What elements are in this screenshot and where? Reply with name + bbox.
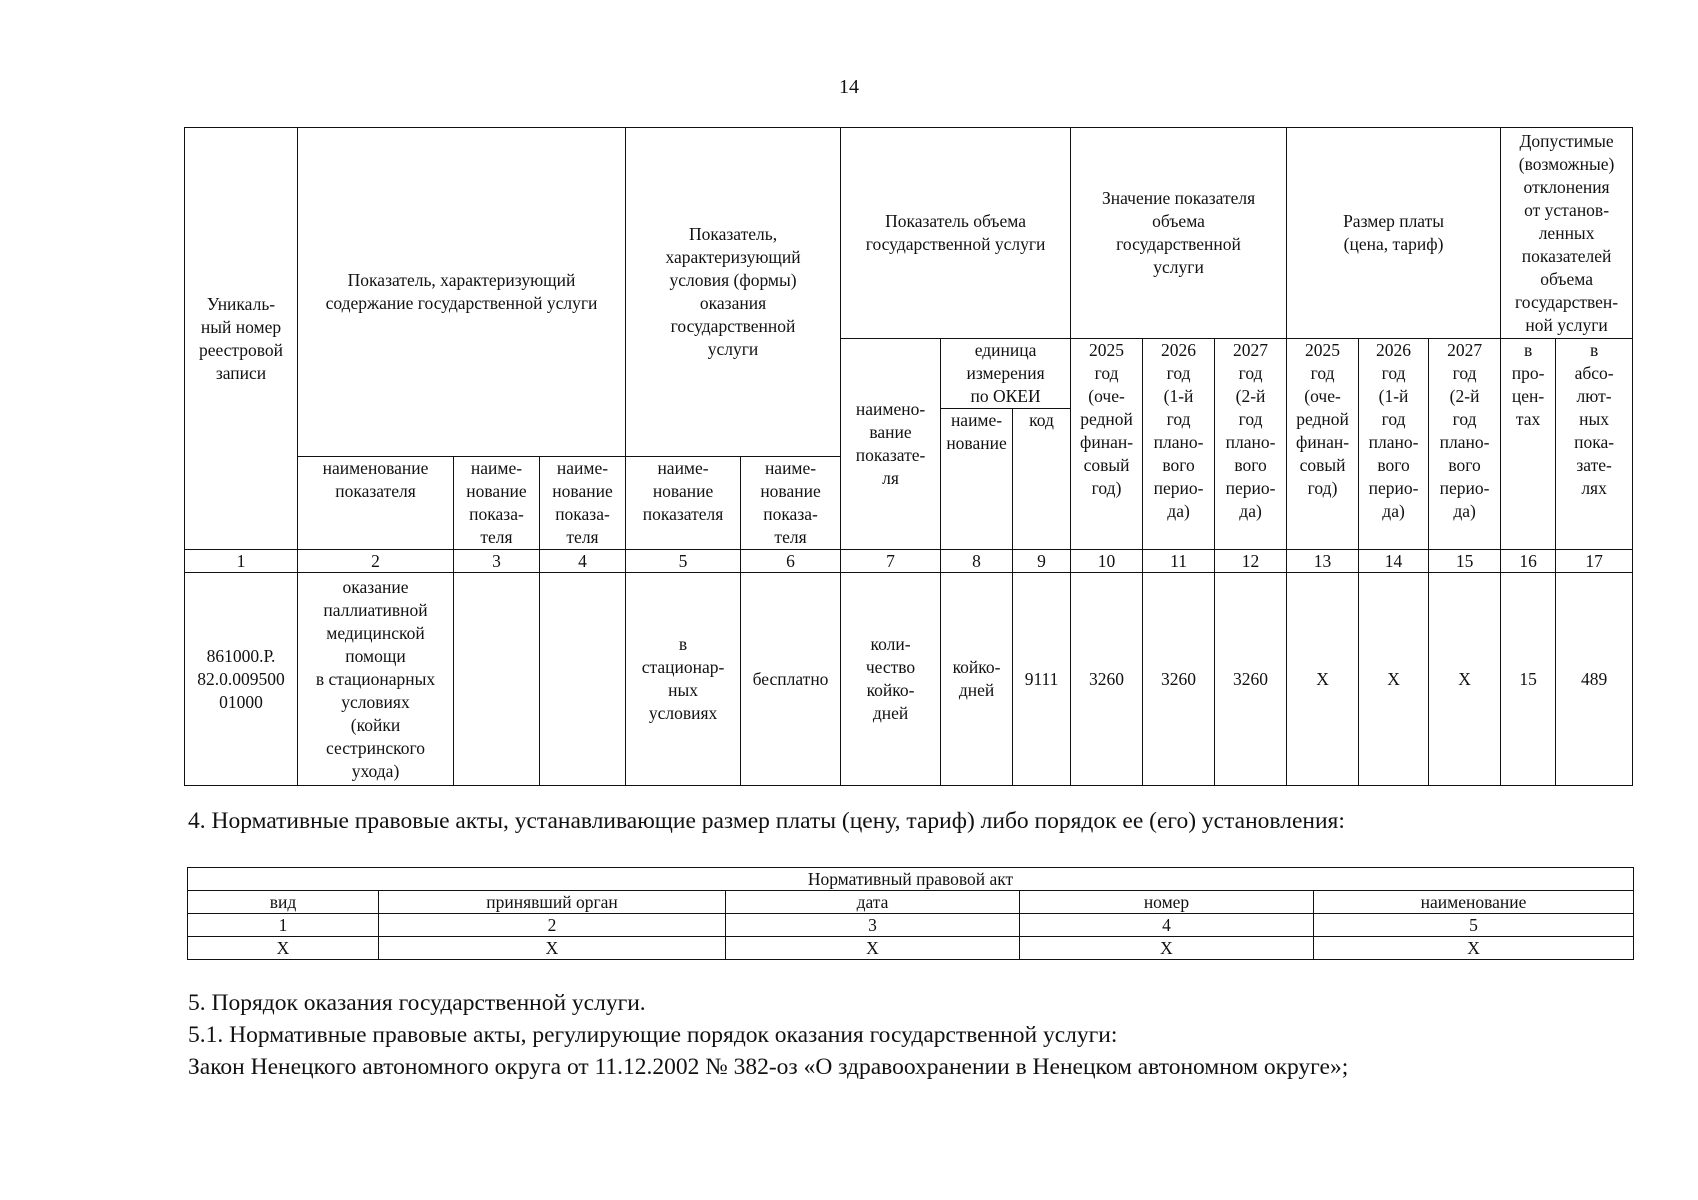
cell-content-name: оказание паллиативной медицинской помощи в стационарных условиях (койки сестринского ухода) [298,573,454,786]
legal-acts-table [187,867,1634,960]
header-col2: наименование показателя [298,457,454,550]
header-unit-okei: единица измерения по ОКЕИ [941,339,1071,409]
column-number: 11 [1143,550,1215,573]
column-number: 14 [1359,550,1429,573]
header-col14: 2026 год (1-й год плано- вого перио- да) [1359,339,1429,550]
section-5-1-law: Закон Ненецкого автономного округа от 11.12.2002 № 382-оз «О здравоохранении в Ненецком автономном округе»; [188,1054,1349,1080]
column-number: 2 [379,914,726,937]
column-header: дата [726,891,1020,914]
cell-fee-2026: Х [1359,573,1429,786]
table-row [185,573,1633,786]
cell-deviation-percent: 15 [1501,573,1556,786]
table-cell: Х [1020,937,1314,960]
header-col11: 2026 год (1-й год плано- вого перио- да) [1143,339,1215,550]
cell-volume-indicator-name: коли- чество койко- дней [841,573,941,786]
column-number: 16 [1501,550,1556,573]
column-number: 17 [1556,550,1633,573]
cell-fee-2025: Х [1287,573,1359,786]
column-number: 9 [1013,550,1071,573]
column-number: 8 [941,550,1013,573]
column-number: 5 [1314,914,1634,937]
header-col3: наиме- нование показа- теля [454,457,540,550]
column-number: 10 [1071,550,1143,573]
column-header: вид [188,891,379,914]
cell-deviation-absolute: 489 [1556,573,1633,786]
service-volume-table [184,127,1633,786]
header-col9: код [1013,409,1071,550]
header-deviations: Допустимые (возможные) отклонения от установ- ленных показателей объема государствен- ной услуги [1501,128,1633,339]
column-number: 1 [185,550,298,573]
header-col15: 2027 год (2-й год плано- вого перио- да) [1429,339,1501,550]
header-col17: в абсо- лют- ных пока- зате- лях [1556,339,1633,550]
column-number: 12 [1215,550,1287,573]
cell-volume-2026: 3260 [1143,573,1215,786]
table-row [188,937,1634,960]
table-cell: Х [379,937,726,960]
cell-condition-name: в стационар- ных условиях [626,573,741,786]
column-header: наименование [1314,891,1634,914]
column-number: 4 [1020,914,1314,937]
page-number: 14 [839,76,859,98]
table-cell: Х [726,937,1020,960]
header-col12: 2027 год (2-й год плано- вого перио- да) [1215,339,1287,550]
header-col5: наиме- нование показателя [626,457,741,550]
header-col10: 2025 год (оче- редной финан- совый год) [1071,339,1143,550]
cell-unique-number: 861000.Р. 82.0.009500 01000 [185,573,298,786]
column-header: номер [1020,891,1314,914]
column-number: 6 [741,550,841,573]
column-number: 2 [298,550,454,573]
header-col16: в про- цен- тах [1501,339,1556,550]
header-conditions-indicator: Показатель, характеризующий условия (формы) оказания государственной услуги [626,128,841,457]
column-number: 4 [540,550,626,573]
header-content-indicator: Показатель, характеризующий содержание государственной услуги [298,128,626,457]
header-col6: наиме- нование показа- теля [741,457,841,550]
column-numbers-row [185,550,1633,573]
cell-volume-2027: 3260 [1215,573,1287,786]
column-number: 5 [626,550,741,573]
cell-content-name-2 [454,573,540,786]
cell-condition-name-2: бесплатно [741,573,841,786]
column-number: 15 [1429,550,1501,573]
column-number: 1 [188,914,379,937]
header-volume-indicator: Показатель объема государственной услуги [841,128,1071,339]
header-col13: 2025 год (оче- редной финан- совый год) [1287,339,1359,550]
column-number: 3 [726,914,1020,937]
column-number: 13 [1287,550,1359,573]
column-number: 3 [454,550,540,573]
legal-acts-title: Нормативный правовой акт [188,868,1634,891]
cell-volume-2025: 3260 [1071,573,1143,786]
header-unique-number: Уникаль- ный номер реестровой записи [185,128,298,550]
header-col8: наиме- нование [941,409,1013,550]
header-volume-value: Значение показателя объема государственной услуги [1071,128,1287,339]
header-col7: наимено- вание показате- ля [841,339,941,550]
table-cell: Х [188,937,379,960]
section-5-1-heading: 5.1. Нормативные правовые акты, регулирующие порядок оказания государственной услуги: [188,1022,1118,1048]
cell-fee-2027: Х [1429,573,1501,786]
table-cell: Х [1314,937,1634,960]
column-header: принявший орган [379,891,726,914]
section-5-heading: 5. Порядок оказания государственной услуги. [188,990,646,1016]
header-col4: наиме- нование показа- теля [540,457,626,550]
cell-unit-name: койко- дней [941,573,1013,786]
cell-unit-code: 9111 [1013,573,1071,786]
cell-content-name-3 [540,573,626,786]
column-number: 7 [841,550,941,573]
section-4-heading: 4. Нормативные правовые акты, устанавливающие размер платы (цену, тариф) либо порядок ее (его) установления: [188,808,1345,834]
header-fee-size: Размер платы (цена, тариф) [1287,128,1501,339]
